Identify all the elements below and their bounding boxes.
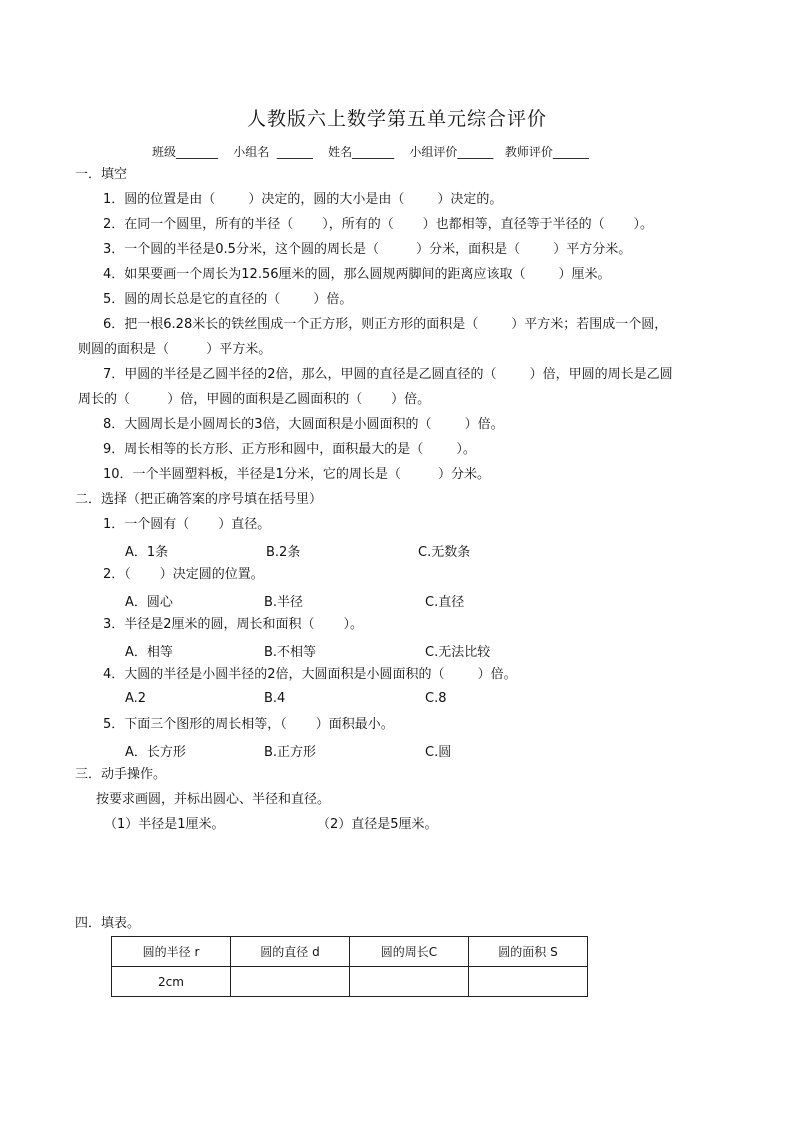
fill-item-8: 8．大圆周长是小圆周长的3倍，大圆面积是小圆面积的（ ）倍。 [103, 417, 504, 432]
choice-question-5: 5．下面三个图形的周长相等，（ ）面积最小。 [103, 717, 394, 732]
choice-2-option-a: A．圆心 [125, 595, 173, 610]
cell-diameter[interactable] [231, 967, 350, 997]
fill-item-2: 2．在同一个圆里，所有的半径（ ），所有的（ ）也都相等，直径等于半径的（ ）。 [103, 217, 654, 232]
choice-4-option-b: B.4 [264, 691, 286, 706]
choice-2-option-b: B.半径 [264, 595, 304, 610]
section-2-heading: 二．选择（把正确答案的序号填在括号里） [75, 492, 323, 507]
header-diameter: 圆的直径 d [231, 937, 350, 967]
cell-circumference[interactable] [350, 967, 469, 997]
choice-question-2: 2．（ ）决定圆的位置。 [103, 567, 264, 582]
choice-question-4: 4．大圆的半径是小圆半径的2倍，大圆面积是小圆面积的（ ）倍。 [103, 667, 517, 682]
header-radius: 圆的半径 r [112, 937, 231, 967]
fill-item-9: 9．周长相等的长方形、正方形和圆中，面积最大的是（ ）。 [103, 442, 476, 457]
choice-5-option-a: A．长方形 [125, 745, 186, 760]
header-circumference: 圆的周长C [350, 937, 469, 967]
fill-item-4: 4．如果要画一个周长为12.56厘米的圆，那么圆规两脚间的距离应该取（ ）厘米。 [103, 267, 611, 282]
choice-5-option-b: B.正方形 [264, 745, 317, 760]
page-title: 人教版六上数学第五单元综合评价 [246, 108, 547, 130]
section-4-heading: 四．填表。 [75, 916, 141, 931]
choice-3-option-b: B.不相等 [264, 645, 317, 660]
choice-2-option-c: C.直径 [425, 595, 465, 610]
table-header-row [112, 937, 588, 967]
choice-1-option-c: C.无数条 [418, 545, 471, 560]
table-row [112, 967, 588, 997]
cell-area[interactable] [469, 967, 588, 997]
section-1-heading: 一．填空 [75, 167, 128, 182]
choice-question-3: 3．半径是2厘米的圆，周长和面积（ ）。 [103, 617, 363, 632]
choice-1-option-b: B.2条 [266, 545, 301, 560]
choice-question-1: 1．一个圆有（ ）直径。 [103, 517, 271, 532]
choice-1-option-a: A．1条 [125, 545, 169, 560]
header-area: 圆的面积 S [469, 937, 588, 967]
cell-radius: 2cm [112, 967, 231, 997]
drawing-task-1: （1）半径是1厘米。 [104, 817, 225, 832]
fill-item-1: 1．圆的位置是由（ ）决定的，圆的大小是由（ ）决定的。 [103, 192, 503, 207]
fill-item-5: 5．圆的周长总是它的直径的（ ）倍。 [103, 292, 353, 307]
drawing-instruction: 按要求画圆，并标出圆心、半径和直径。 [96, 792, 331, 807]
section-3-heading: 三．动手操作。 [75, 767, 167, 782]
fill-item-10: 10．一个半圆塑料板，半径是1分米，它的周长是（ ）分米。 [103, 467, 491, 482]
choice-4-option-a: A.2 [125, 691, 147, 706]
fill-item-6: 6．把一根6.28米长的铁丝围成一个正方形，则正方形的面积是（ ）平方米；若围成一个圆， [103, 317, 668, 332]
fill-item-6-cont: 则圆的面积是（ ）平方米。 [78, 342, 272, 357]
drawing-task-2: （2）直径是5厘米。 [317, 817, 438, 832]
fill-item-7: 7．甲圆的半径是乙圆半径的2倍，那么，甲圆的直径是乙圆直径的（ ）倍，甲圆的周长是乙圆 [103, 367, 673, 382]
fill-item-3: 3．一个圆的半径是0.5分米，这个圆的周长是（ ）分米，面积是（ ）平方分米。 [103, 242, 632, 257]
choice-3-option-a: A．相等 [125, 645, 173, 660]
choice-5-option-c: C.圆 [425, 745, 452, 760]
choice-4-option-c: C.8 [425, 691, 447, 706]
choice-3-option-c: C.无法比较 [425, 645, 491, 660]
student-info-line: 班级_______ 小组名 ______ 姓名_______ 小组评价______ 教师评价______ [152, 145, 589, 159]
fill-item-7-cont: 周长的（ ）倍，甲圆的面积是乙圆面积的（ ）倍。 [78, 392, 431, 407]
circle-data-table [111, 936, 588, 997]
